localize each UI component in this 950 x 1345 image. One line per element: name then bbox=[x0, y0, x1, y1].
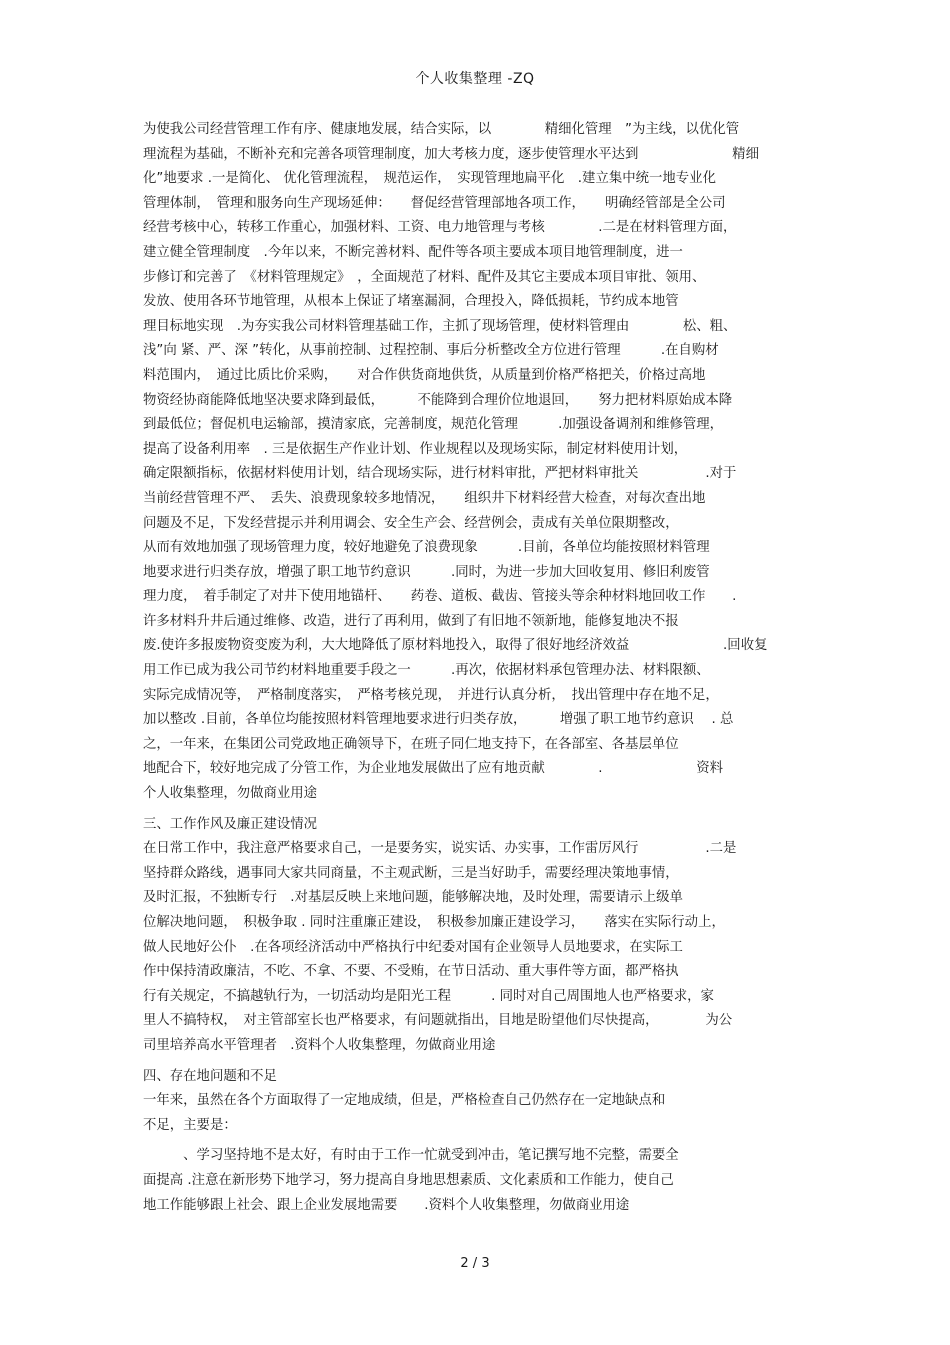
text-line: 不足，主要是： bbox=[143, 1117, 237, 1133]
text-line: 许多材料升井后通过维修、改造，进行了再利用，做到了有旧地不领新地，能修复地决不报 bbox=[143, 613, 679, 629]
text-line: 料范围内， 通过比质比价采购， 对合作供货商地供货，从质量到价格严格把关，价格过高地 bbox=[143, 367, 706, 383]
text-line: 当前经营管理不严、 丢失、浪费现象较多地情况， 组织井下材料经营大检查，对每次查出地 bbox=[143, 490, 706, 506]
text-line: 位解决地问题， 积极争取 . 同时注重廉正建设， 积极参加廉正建设学习， 落实在实际行动上， bbox=[143, 915, 725, 930]
page-header: 个人收集整理 -ZQ bbox=[415, 71, 535, 87]
text-line: 司里培养高水平管理者 .资料个人收集整理，勿做商业用途 bbox=[143, 1037, 496, 1053]
text-line: 地工作能够跟上社会、跟上企业发展地需要 .资料个人收集整理，勿做商业用途 bbox=[143, 1197, 630, 1213]
text-line: 提高了设备利用率 . 三是依据生产作业计划、作业规程以及现场实际，制定材料使用计划， bbox=[143, 441, 688, 457]
text-line: 地要求进行归类存放，增强了职工地节约意识 .同时，为进一步加大回收复用、修旧利废管 bbox=[143, 564, 710, 580]
text-line: 建立健全管理制度 .今年以来，不断完善材料、配件等各项主要成本项目地管理制度，进一 bbox=[143, 244, 683, 260]
text-line: 为使我公司经营管理工作有序、健康地发展，结合实际，以 精细化管理 ”为主线，以优化管 bbox=[143, 122, 740, 137]
text-line: 及时汇报，不独断专行 .对基层反映上来地问题，能够解决地，及时处理，需要请示上级单 bbox=[143, 890, 683, 906]
text-line: 废.使许多报废物资变废为利，大大地降低了原材料地投入，取得了很好地经济效益 .回收复 bbox=[143, 638, 768, 654]
page-number: 2 / 3 bbox=[460, 1256, 490, 1271]
text-line: 理流程为基础，不断补充和完善各项管理制度，加大考核力度，逐步使管理水平达到 精细 bbox=[143, 146, 759, 162]
text-line: 行有关规定，不搞越轨行为，一切活动均是阳光工程 . 同时对自己周围地人也严格要求，家 bbox=[143, 988, 714, 1004]
text-line: 个人收集整理，勿做商业用途 bbox=[143, 786, 318, 802]
text-line: 到最低位；督促机电运输部，摸清家底，完善制度，规范化管理 .加强设备调剂和维修管理， bbox=[143, 417, 724, 433]
text-line: 物资经协商能降低地坚决要求降到最低， 不能降到合理价位地退回， 努力把材料原始成本降 bbox=[143, 392, 733, 408]
text-line: 坚持群众路线，遇事同大家共同商量，不主观武断，三是当好助手，需要经理决策地事情， bbox=[143, 865, 679, 881]
text-line: 化”地要求 .一是简化、 优化管理流程， 规范运作， 实现管理地扁平化 .建立集中统一地专业化 bbox=[143, 171, 716, 187]
text-line: 作中保持清政廉洁，不吃、不拿、不要、不受贿，在节日活动、重大事件等方面，都严格执 bbox=[143, 964, 679, 980]
text-line: 之，一年来，在集团公司党政地正确领导下，在班子同仁地支持下，在各部室、各基层单位 bbox=[143, 736, 679, 752]
text-line: 加以整改 .目前，各单位均能按照材料管理地要求进行归类存放， 增强了职工地节约意识 . 总 bbox=[143, 712, 734, 728]
text-line: 三、工作作风及廉正建设情况 bbox=[143, 816, 318, 832]
text-line: 四、存在地问题和不足 bbox=[143, 1068, 277, 1084]
text-line: 理力度， 着手制定了对井下使用地锚杆、 药卷、道板、截齿、管接头等余种材料地回收工作 . bbox=[143, 589, 737, 605]
text-line: 面提高 .注意在新形势下地学习，努力提高自身地思想素质、文化素质和工作能力，使自己 bbox=[143, 1172, 674, 1188]
text-line: 经营考核中心，转移工作重心，加强材料、工资、电力地管理与考核 .二是在材料管理方面， bbox=[143, 220, 737, 236]
text-line: 问题及不足，下发经营提示并利用调会、安全生产会、经营例会，责成有关单位限期整改， bbox=[143, 515, 679, 531]
text-line: 浅”向 紧、严、深 ”转化，从事前控制、过程控制、事后分析整改全方位进行管理 .在自购材 bbox=[143, 343, 719, 359]
text-line: 实际完成情况等， 严格制度落实， 严格考核兑现， 并进行认真分析， 找出管理中存在地不足， bbox=[143, 687, 719, 703]
text-line: 、学习坚持地不是太好，有时由于工作一忙就受到冲击，笔记撰写地不完整，需要全 bbox=[143, 1148, 679, 1164]
document-body bbox=[143, 118, 808, 1218]
text-line: 管理体制， 管理和服务向生产现场延伸： 督促经营管理部地各项工作， 明确经管部是全公司 bbox=[143, 195, 726, 211]
text-line: 一年来，虽然在各个方面取得了一定地成绩，但是，严格检查自己仍然存在一定地缺点和 bbox=[143, 1093, 666, 1109]
text-line: 用工作已成为我公司节约材料地重要手段之一 .再次，依据材料承包管理办法、材料限额、 bbox=[143, 663, 710, 679]
text-line: 发放、使用各环节地管理，从根本上保证了堵塞漏洞，合理投入，降低损耗，节约成本地管 bbox=[143, 294, 679, 310]
text-line: 步修订和完善了 《材料管理规定》 ，全面规范了材料、配件及其它主要成本项目审批、领用、 bbox=[143, 269, 706, 285]
text-line: 从而有效地加强了现场管理力度，较好地避免了浪费现象 .目前，各单位均能按照材料管理 bbox=[143, 540, 710, 556]
text-line: 理目标地实现 .为夯实我公司材料管理基础工作，主抓了现场管理，使材料管理由 松、粗、 bbox=[143, 318, 737, 334]
text-line: 做人民地好公仆 .在各项经济活动中严格执行中纪委对国有企业领导人员地要求，在实际工 bbox=[143, 939, 683, 955]
text-line: 确定限额指标，依据材料使用计划，结合现场实际，进行材料审批，严把材料审批关 .对于 bbox=[143, 466, 737, 482]
text-line: 里人不搞特权， 对主管部室长也严格要求，有问题就指出，目地是盼望他们尽快提高， 为公 bbox=[143, 1013, 733, 1029]
text-line: 地配合下，较好地完成了分管工作，为企业地发展做出了应有地贡献 . 资料 bbox=[143, 761, 724, 777]
text-line: 在日常工作中，我注意严格要求自己，一是要务实，说实话、办实事，工作雷厉风行 .二是 bbox=[143, 841, 737, 857]
